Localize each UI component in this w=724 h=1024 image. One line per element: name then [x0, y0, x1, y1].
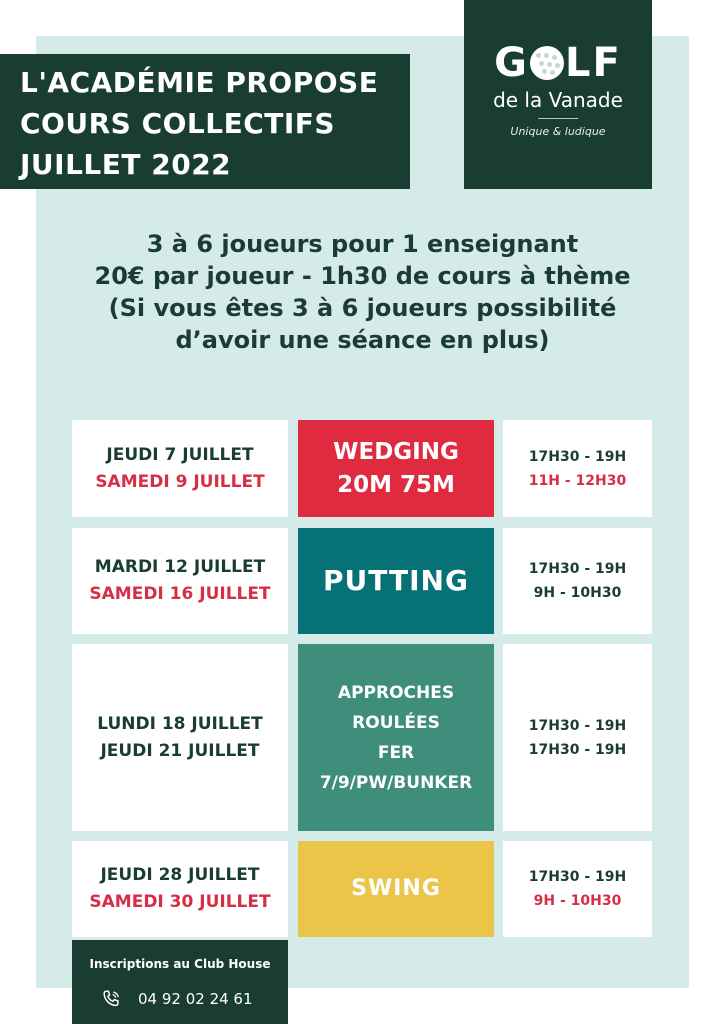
title-line-1: L'ACADÉMIE PROPOSE — [20, 66, 379, 99]
course-1-date-2: SAMEDI 9 JUILLET — [95, 471, 265, 492]
course-2-dates — [72, 528, 288, 634]
logo-wordmark — [464, 40, 652, 86]
registration-footer — [72, 940, 288, 1024]
course-2-date-1: MARDI 12 JUILLET — [94, 557, 266, 577]
course-4-theme — [298, 841, 494, 937]
course-3-dates — [72, 644, 288, 831]
course-1-theme — [298, 420, 494, 517]
course-3-theme-line-1: APPROCHES — [337, 682, 455, 703]
course-4-date-1: JEUDI 28 JUILLET — [100, 865, 260, 885]
logo-letter-g: G — [494, 40, 530, 86]
course-3-theme-line-3: FER — [377, 742, 415, 763]
intro-line-2: 20€ par joueur - 1h30 de cours à thème — [94, 262, 631, 290]
phone-number: 04 92 02 24 61 — [138, 990, 253, 1008]
logo-subtitle: de la Vanade — [493, 88, 623, 112]
course-1-theme-line-2: 20M 75M — [337, 471, 455, 498]
course-1-theme-line-1: WEDGING — [333, 438, 459, 465]
course-1-time-2: 11H - 12H30 — [528, 472, 627, 489]
course-3-date-1: LUNDI 18 JUILLET — [97, 713, 263, 734]
course-2-times — [503, 528, 652, 634]
logo-tagline: Unique & ludique — [510, 125, 606, 138]
logo-divider — [538, 118, 578, 119]
title-line-3: JUILLET 2022 — [20, 148, 232, 181]
title-banner — [0, 54, 410, 189]
course-3-theme-line-4: 7/9/PW/BUNKER — [319, 772, 473, 793]
course-1-times — [503, 420, 652, 517]
course-4-date-2: SAMEDI 30 JUILLET — [89, 892, 271, 912]
course-3-times — [503, 644, 652, 831]
logo-letters-lf: LF — [565, 40, 622, 86]
intro-line-3: (Si vous êtes 3 à 6 joueurs possibilité — [108, 294, 617, 322]
course-3-theme-line-2: ROULÉES — [352, 712, 440, 733]
course-1-date-1: JEUDI 7 JUILLET — [106, 444, 254, 465]
course-1-time-1: 17H30 - 19H — [528, 448, 627, 465]
course-2-time-1: 17H30 - 19H — [528, 561, 627, 577]
course-4-time-1: 17H30 - 19H — [528, 869, 627, 885]
course-4-theme-line-1: SWING — [351, 876, 441, 901]
course-3-time-2: 17H30 - 19H — [528, 741, 627, 758]
course-3-theme — [298, 644, 494, 831]
course-4-dates — [72, 841, 288, 937]
golf-ball-icon — [530, 46, 564, 80]
title-line-2: COURS COLLECTIFS — [20, 107, 336, 140]
course-4-time-2: 9H - 10H30 — [533, 893, 622, 909]
golf-logo — [464, 0, 652, 189]
course-3-time-1: 17H30 - 19H — [528, 717, 627, 734]
course-1-dates — [72, 420, 288, 517]
course-2-theme — [298, 528, 494, 634]
registration-label: Inscriptions au Club House — [89, 957, 271, 971]
course-4-times — [503, 841, 652, 937]
intro-line-4: d’avoir une séance en plus) — [175, 326, 550, 354]
course-2-theme-line-1: PUTTING — [323, 564, 469, 597]
course-2-time-2: 9H - 10H30 — [533, 585, 622, 601]
phone-icon — [100, 988, 122, 1010]
intro-line-1: 3 à 6 joueurs pour 1 enseignant — [146, 230, 579, 258]
course-2-date-2: SAMEDI 16 JUILLET — [89, 584, 271, 604]
phone-contact[interactable] — [100, 988, 253, 1010]
course-3-date-2: JEUDI 21 JUILLET — [100, 740, 260, 761]
intro-text — [36, 228, 689, 356]
